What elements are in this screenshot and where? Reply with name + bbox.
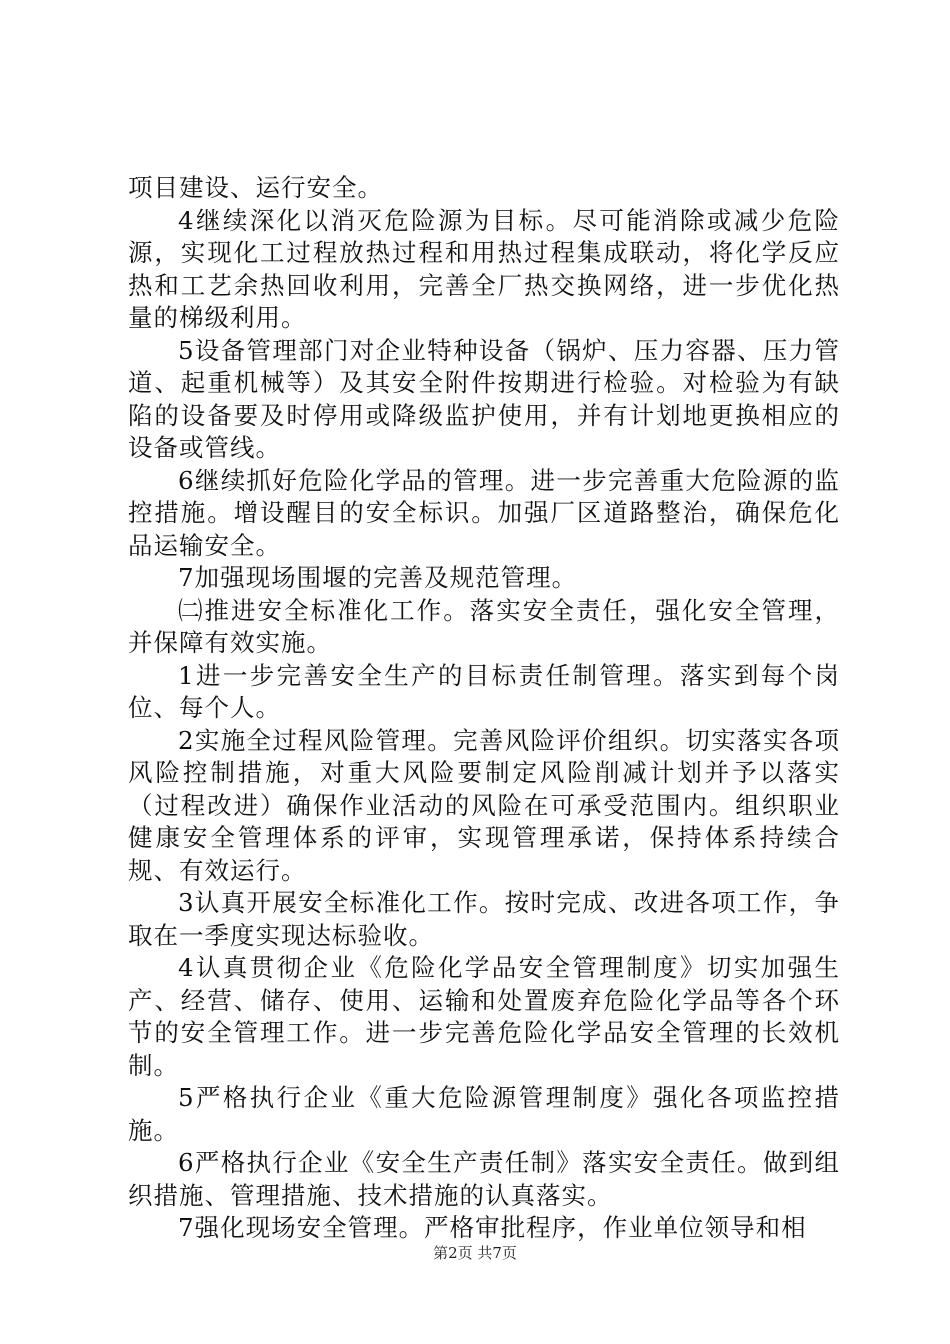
document-body [128,172,840,1245]
paragraph: 项目建设、运行安全。 [128,173,383,202]
paragraph: 6继续抓好危险化学品的管理。进一步完善重大危险源的监控措施。增设醒目的安全标识。加强厂区道路整治，确保危化品运输安全。 [128,465,840,560]
paragraph: 1进一步完善安全生产的目标责任制管理。落实到每个岗位、每个人。 [128,660,840,722]
paragraph: 3认真开展安全标准化工作。按时完成、改进各项工作，争取在一季度实现达标验收。 [128,888,840,950]
page-number: 第2页 共7页 [433,1244,517,1262]
paragraph: 2实施全过程风险管理。完善风险评价组织。切实落实各项风险控制措施，对重大风险要制定风险削减计划并予以落实（过程改进）确保作业活动的风险在可承受范围内。组织职业健康安全管理体系的评审，实现管理承诺，保持体系持续合规、有效运行。 [128,725,840,885]
paragraph: 7加强现场围堰的完善及规范管理。 [178,563,578,592]
paragraph: ㈡推进安全标准化工作。落实安全责任，强化安全管理，并保障有效实施。 [128,595,840,657]
paragraph: 4认真贯彻企业《危险化学品安全管理制度》切实加强生产、经营、储存、使用、运输和处置废弃危险化学品等各个环节的安全管理工作。进一步完善危险化学品安全管理的长效机制。 [128,953,840,1080]
paragraph: 7强化现场安全管理。严格审批程序，作业单位领导和相 [178,1213,807,1242]
paragraph: 6严格执行企业《安全生产责任制》落实安全责任。做到组织措施、管理措施、技术措施的认真落实。 [128,1148,840,1210]
page-footer [0,1243,950,1263]
paragraph: 5设备管理部门对企业特种设备（锅炉、压力容器、压力管道、起重机械等）及其安全附件按期进行检验。对检验为有缺陷的设备要及时停用或降级监护使用，并有计划地更换相应的设备或管线。 [128,335,840,462]
paragraph: 4继续深化以消灭危险源为目标。尽可能消除或减少危险源，实现化工过程放热过程和用热过程集成联动，将化学反应热和工艺余热回收利用，完善全厂热交换网络，进一步优化热量的梯级利用。 [128,205,840,332]
paragraph: 5严格执行企业《重大危险源管理制度》强化各项监控措施。 [128,1083,840,1145]
